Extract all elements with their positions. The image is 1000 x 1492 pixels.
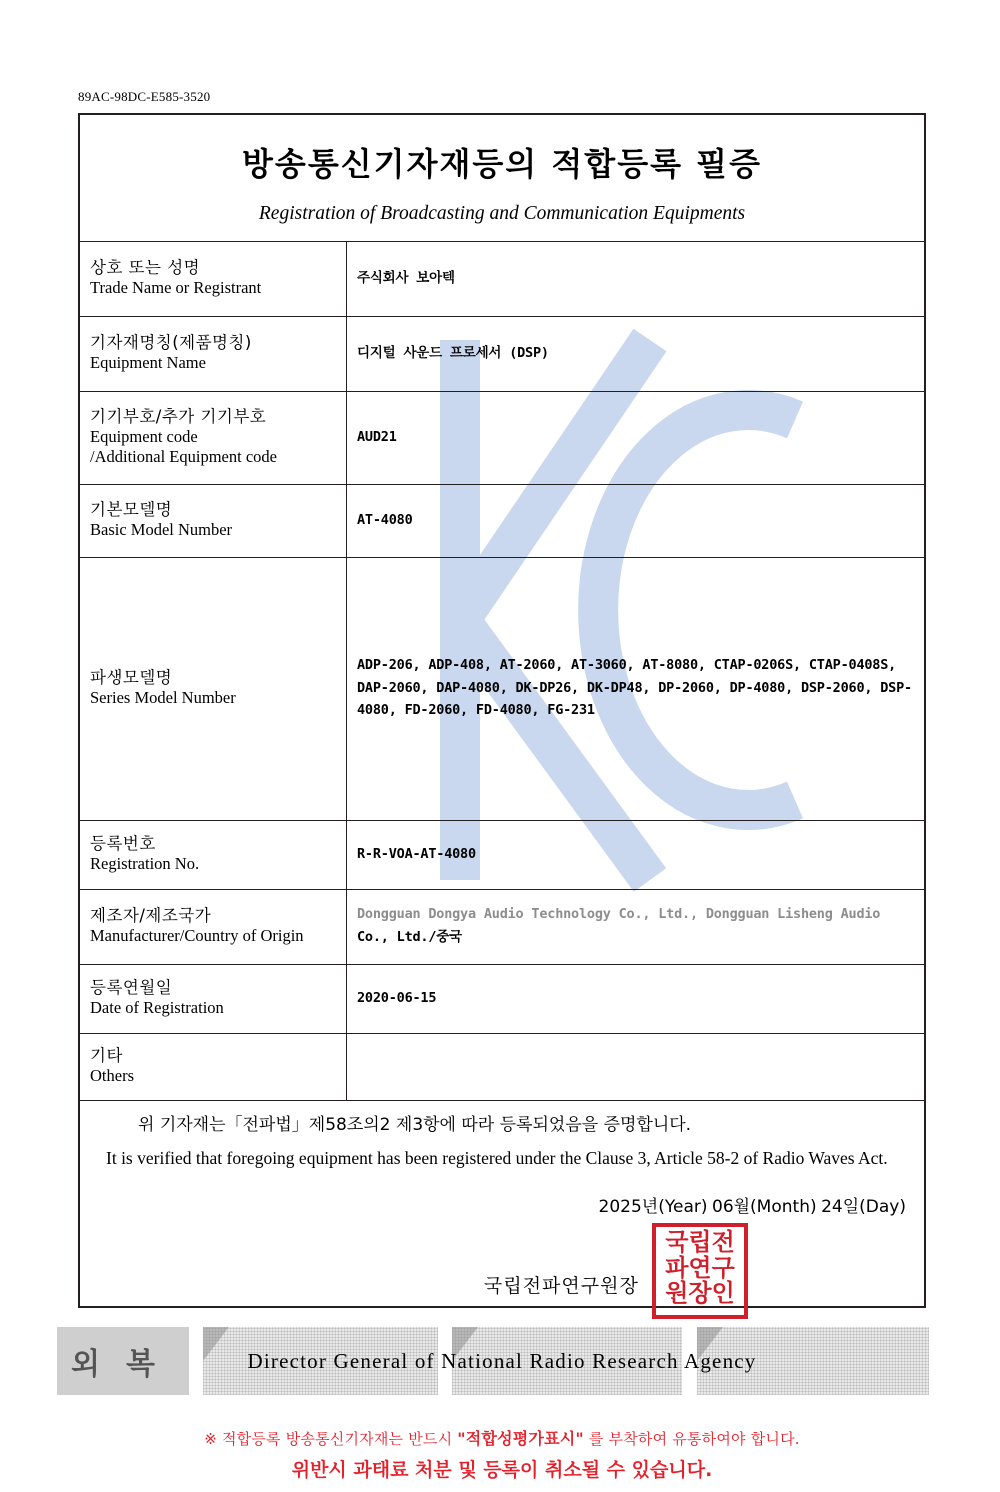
notice-line-1 xyxy=(80,1426,924,1449)
field-label-manufacturer xyxy=(80,890,347,965)
field-label-ko: 등록연월일 xyxy=(90,977,173,997)
notice-line-1-emphasis: "적합성평가표시" xyxy=(457,1428,584,1448)
certificate-title-en: Registration of Broadcasting and Communication Equipments xyxy=(258,203,746,224)
field-label-en: Date of Registration xyxy=(90,998,224,1017)
table-row-basic-model xyxy=(80,485,924,558)
field-label-en: Series Model Number xyxy=(90,688,236,707)
field-label-ko: 제조자/제조국가 xyxy=(90,905,212,925)
warning-notice xyxy=(80,1426,924,1492)
field-label-ko: 상호 또는 성명 xyxy=(90,257,201,277)
table-row-equipment-code xyxy=(80,392,924,485)
document-code: 89AC-98DC-E585-3520 xyxy=(78,89,211,104)
notice-line-1-a: ※ 적합등록 방송통신기자재는 반드시 xyxy=(204,1429,458,1448)
issue-date xyxy=(80,1192,924,1217)
issue-date-day: 24일(Day) xyxy=(821,1196,906,1217)
table-row-series-model xyxy=(80,558,924,821)
seal-line-2: 파연구 xyxy=(665,1253,735,1282)
table-row-trade-name xyxy=(80,242,924,317)
signer-name-ko: 국립전파연구원장 xyxy=(484,1274,639,1297)
scan-artifact-glyphs: 외 복 xyxy=(71,1347,155,1382)
field-value-manufacturer xyxy=(347,890,925,965)
field-label-ko: 기기부호/추가 기기부호 xyxy=(90,406,267,426)
field-label-ko: 기자재명칭(제품명칭) xyxy=(90,332,252,352)
field-value-equipment-code: AUD21 xyxy=(347,392,925,485)
field-value-others xyxy=(347,1034,925,1101)
official-seal xyxy=(652,1223,748,1319)
field-label-en: Others xyxy=(90,1066,134,1085)
field-label-equipment-code xyxy=(80,392,347,485)
certificate-title-ko: 방송통신기자재등의 적합등록 필증 xyxy=(242,145,762,183)
field-value-series-model: ADP-206, ADP-408, AT-2060, AT-3060, AT-8080, CTAP-0206S, CTAP-0408S, DAP-2060, DAP-4080, DK-DP26, DK-DP48, DP-2060, DP-4080, DSP-2060, DSP-4080, FD-2060, FD-4080, FG-231 xyxy=(347,558,925,821)
field-label-ko: 등록번호 xyxy=(90,833,156,853)
field-label-registration-no xyxy=(80,821,347,890)
seal-line-1: 국립전 xyxy=(665,1227,735,1256)
seal-line-3: 원장인 xyxy=(665,1279,735,1308)
field-label-series-model xyxy=(80,558,347,821)
field-label-en: Equipment code xyxy=(90,426,198,446)
table-row-equipment-name xyxy=(80,317,924,392)
field-value-trade-name: 주식회사 보아텍 xyxy=(347,242,925,317)
verification-statement xyxy=(80,1100,924,1172)
field-value-basic-model: AT-4080 xyxy=(347,485,925,558)
fields-table xyxy=(80,241,924,1100)
field-label-en: Registration No. xyxy=(90,854,200,873)
manufacturer-line-2: Co., Ltd./중국 xyxy=(357,929,462,945)
agency-title-en: Director General of National Radio Research Agency xyxy=(247,1348,757,1373)
field-value-equipment-name: 디지털 사운드 프로세서 (DSP) xyxy=(347,317,925,392)
issue-date-month: 06월(Month) xyxy=(712,1196,817,1217)
verification-text-ko: 위 기자재는「전파법」제58조의2 제3항에 따라 등록되었음을 증명합니다. xyxy=(138,1115,692,1135)
table-row-manufacturer xyxy=(80,890,924,965)
field-label-trade-name xyxy=(80,242,347,317)
field-label-others xyxy=(80,1034,347,1101)
field-value-date-of-registration: 2020-06-15 xyxy=(347,965,925,1034)
field-label-en: Manufacturer/Country of Origin xyxy=(90,926,304,945)
verification-text-en: It is verified that foregoing equipment has been registered under the Clause 3, Article 58-2 of Radio Waves Act. xyxy=(106,1147,888,1168)
field-label-en-2: /Additional Equipment code xyxy=(90,447,277,467)
table-row-registration-no xyxy=(80,821,924,890)
field-label-en: Equipment Name xyxy=(90,353,206,372)
field-value-registration-no: R-R-VOA-AT-4080 xyxy=(347,821,925,890)
field-label-en: Trade Name or Registrant xyxy=(90,278,262,297)
field-label-ko: 기타 xyxy=(90,1045,123,1065)
table-row-others xyxy=(80,1034,924,1101)
table-row-date-of-registration xyxy=(80,965,924,1034)
notice-line-2: 위반시 과태료 처분 및 등록이 취소될 수 있습니다. xyxy=(291,1458,713,1481)
field-label-ko: 기본모델명 xyxy=(90,499,173,519)
field-label-equipment-name xyxy=(80,317,347,392)
manufacturer-line-1: Dongguan Dongya Audio Technology Co., Ltd., Dongguan Lisheng Audio xyxy=(357,906,881,923)
field-label-date-of-registration xyxy=(80,965,347,1034)
signature-area xyxy=(80,1223,924,1343)
issue-date-year: 2025년(Year) xyxy=(598,1196,708,1217)
field-label-en: Basic Model Number xyxy=(90,520,233,539)
field-label-ko: 파생모델명 xyxy=(90,667,173,687)
notice-line-1-c: 를 부착하여 유통하여야 합니다. xyxy=(583,1429,800,1448)
field-label-basic-model xyxy=(80,485,347,558)
